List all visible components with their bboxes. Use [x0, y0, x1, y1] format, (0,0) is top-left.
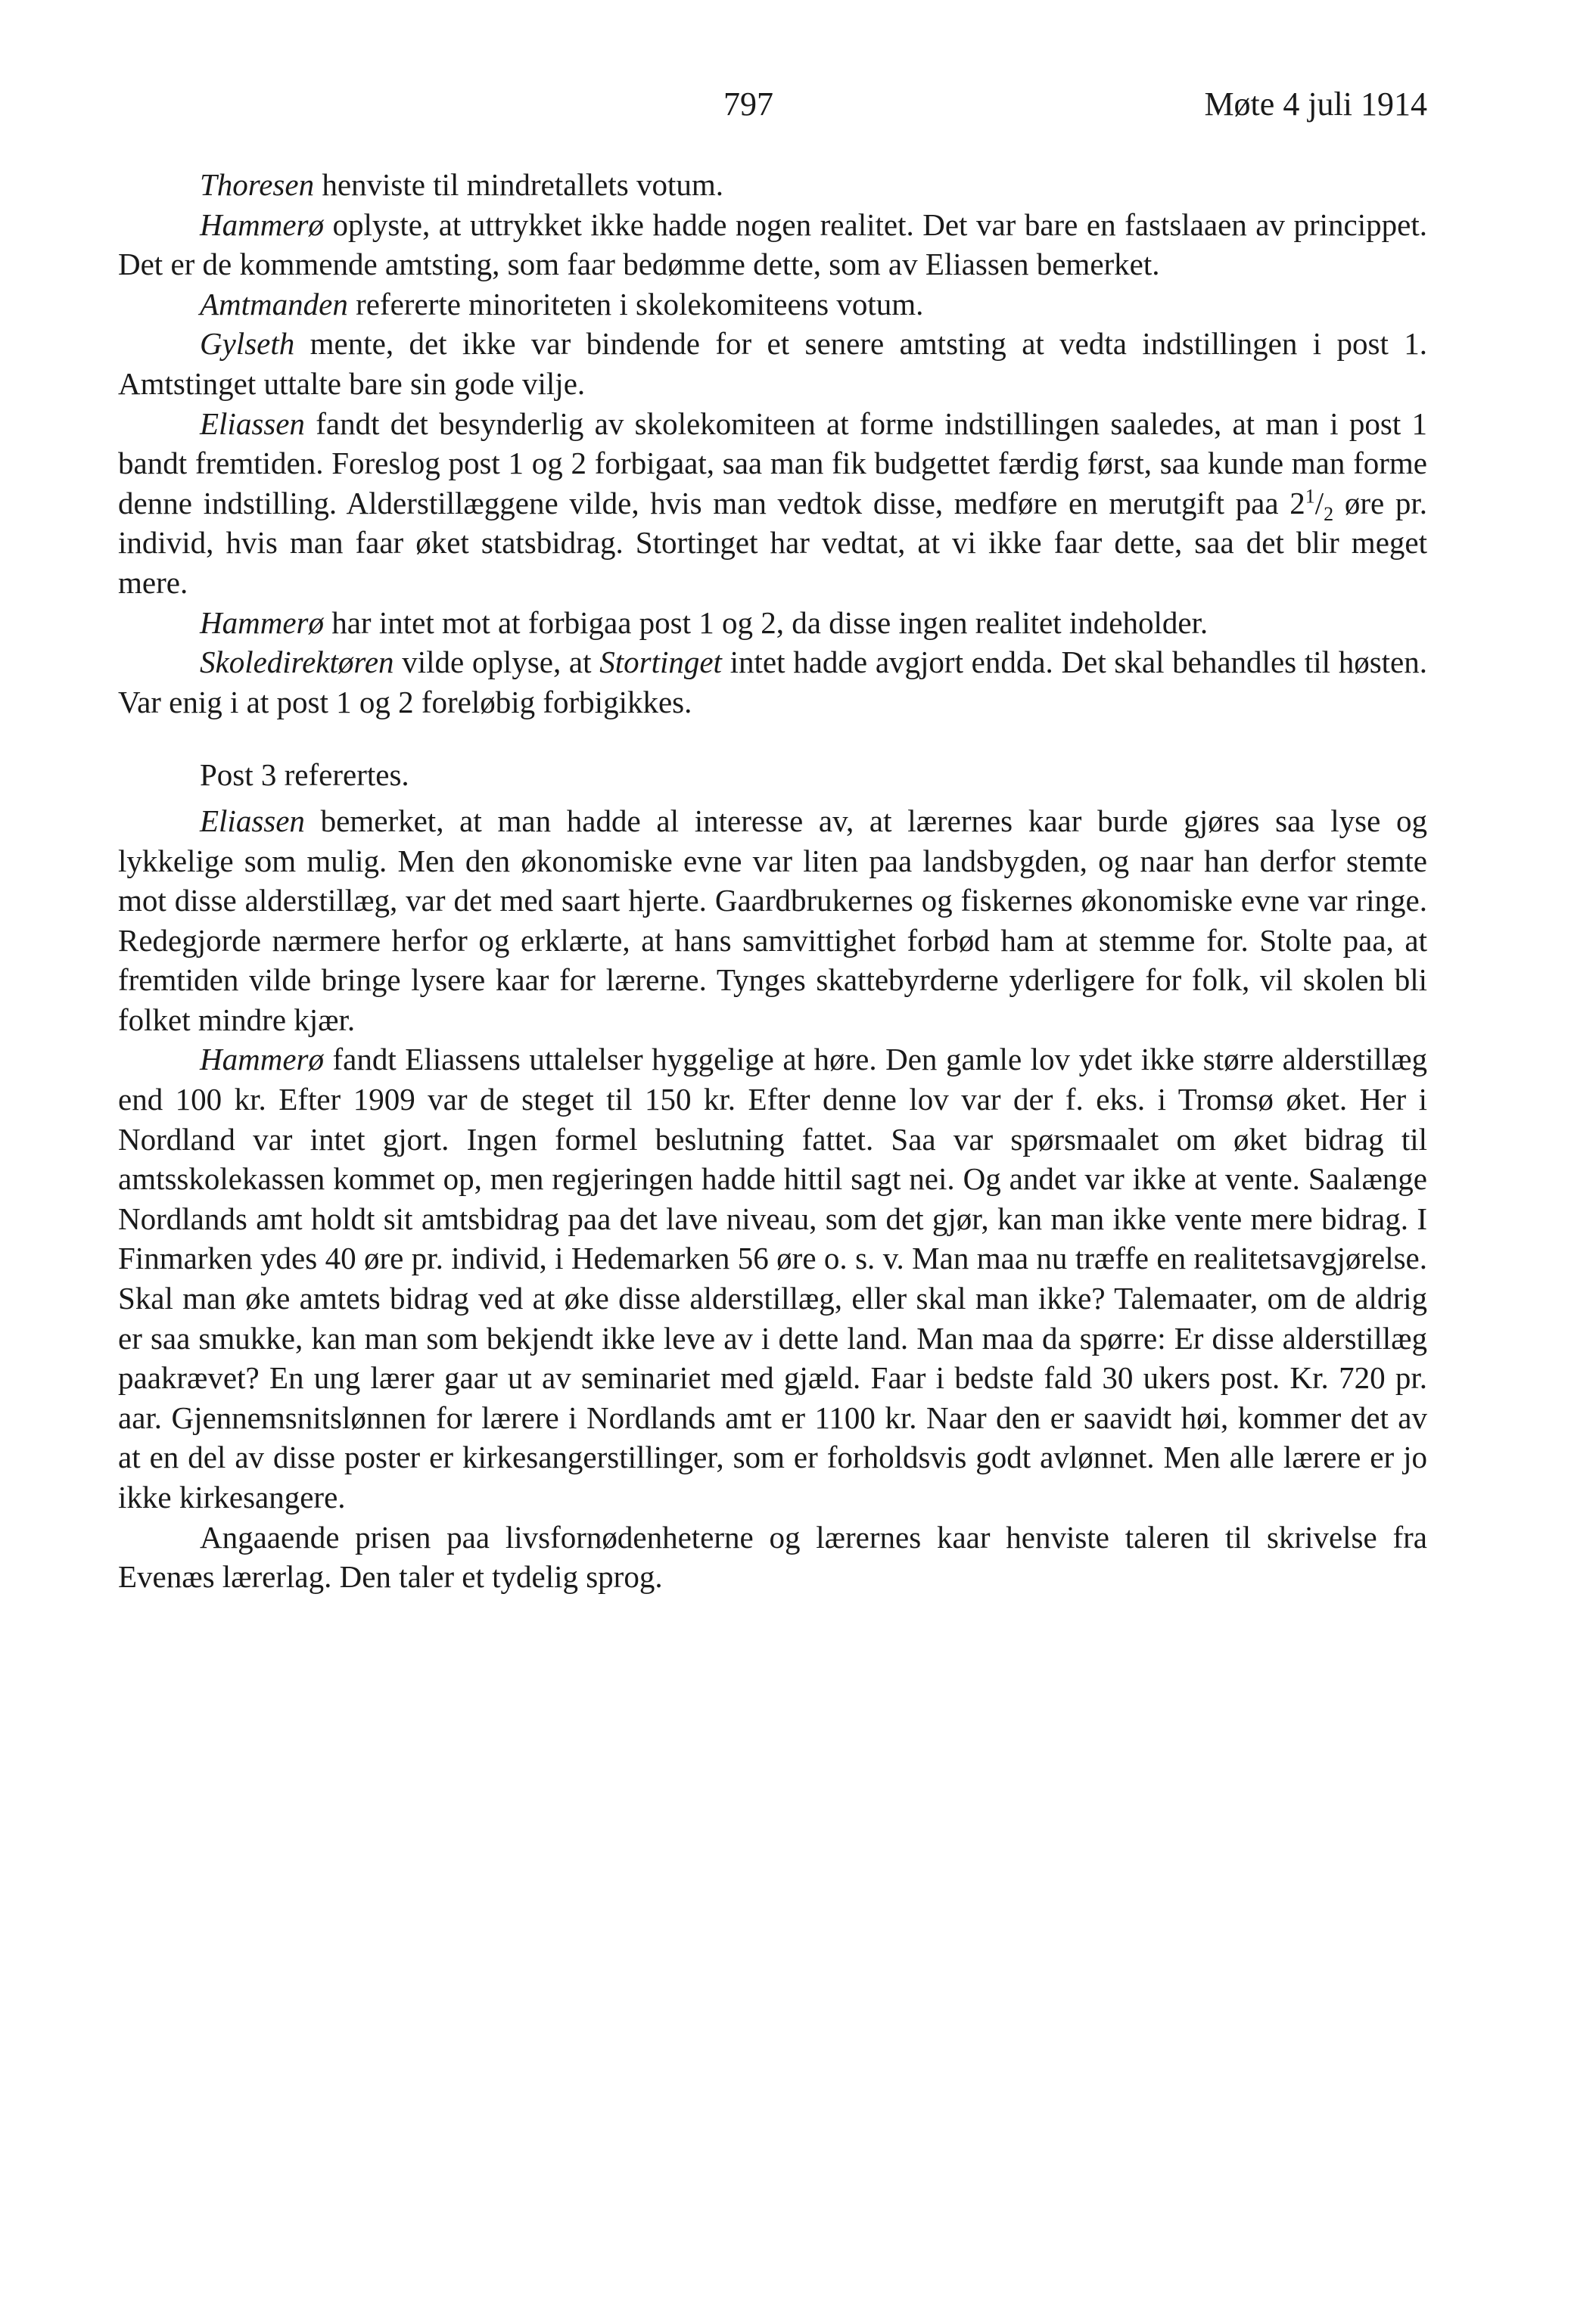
paragraph-text: øre pr. individ, hvis man faar øket statsbidrag. Stortinget har vedtat, at vi ikke faar dette, saa det blir meget mere. — [118, 485, 1427, 600]
section-gap — [118, 795, 1427, 801]
paragraph-text: Angaaende prisen paa livsfornødenheterne og lærernes kaar henviste taleren til skrivelse fra Evenæs lærerlag. Den taler et tydelig sprog. — [118, 1519, 1427, 1595]
paragraph-text: Post 3 referertes. — [200, 757, 409, 793]
speaker-name: Hammerø — [200, 1042, 324, 1077]
speaker-name: Hammerø — [200, 207, 324, 242]
paragraph-text: fandt Eliassens uttalelser hyggelige at høre. Den gamle lov ydet ikke større alderstillæg end 100 kr. Efter 1909 var de steget til 150 kr. Efter denne lov var der f. eks. i Tromsø øket. Her i Nordland var intet gjort. Ingen formel beslutning fattet. Saa var spørsmaalet om øket bidrag til amtsskolekassen kommet op, men regjeringen hadde hittil sagt nei. Og andet var ikke at vente. Saalænge Nordlands amt holdt sit amtsbidrag paa det lave niveau, som det gjør, kan man ikke vente mere bidrag. I Finmarken ydes 40 øre pr. individ, i Hedemarken 56 øre o. s. v. Man maa nu træffe en realitetsavgjørelse. Skal man øke amtets bidrag ved at øke disse alderstillæg, eller skal man ikke? Talemaater, om de aldrig er saa smukke, kan man som bekjendt ikke leve av i dette land. Man maa da spørre: Er disse alderstillæg paakrævet? En ung lærer gaar ut av seminariet med gjæld. Faar i bedste fald 30 ukers post. Kr. 720 pr. aar. Gjennemsnitslønnen for lærere i Nordlands amt er 1100 kr. Naar den er saavidt høi, kommer det av at en del av disse poster er kirkesangerstillinger, som er forholdsvis godt avlønnet. Men alle lærere er jo ikke kirkesangere. — [118, 1042, 1427, 1515]
paragraph-hammero-1 — [118, 205, 1427, 284]
speaker-name: Gylseth — [200, 326, 295, 362]
fraction-denominator: 2 — [1324, 502, 1334, 525]
paragraph-text: vilde oplyse, at — [394, 645, 600, 680]
speaker-name: Skoledirektøren — [200, 645, 394, 680]
paragraph-text: fandt det besynderlig av skolekomiteen at forme indstillingen saaledes, at man i post 1 bandt fremtiden. Foreslog post 1 og 2 forbigaat, saa man fik budgettet færdig først, saa kunde man forme denne indstilling. Alderstillæggene vilde, hvis man vedtok disse, medføre en merutgift paa 2 — [118, 405, 1427, 520]
speaker-name: Amtmanden — [200, 286, 348, 322]
paragraph-text: refererte minoriteten i skolekomiteens votum. — [347, 286, 924, 322]
paragraph-hammero-3 — [118, 1039, 1427, 1517]
page-number: 797 — [723, 85, 773, 123]
paragraph-text: intet hadde avgjort endda. Det skal behandles til høsten. Var enig i at post 1 og 2 foreløbig forbigikkes. — [118, 645, 1427, 719]
paragraph-eliassen-2 — [118, 801, 1427, 1040]
speaker-name: Thoresen — [200, 167, 315, 202]
paragraph-text: bemerket, at man hadde al interesse av, at lærernes kaar burde gjøres saa lyse og lykkelige som mulig. Men den økonomiske evne var liten paa landsbygden, og naar han derfor stemte mot disse alderstillæg, var det med saart hjerte. Gaardbrukernes og fiskernes økonomiske evne var ringe. Redegjorde nærmere herfor og erklærte, at hans samvittighet forbød ham at stemme for. Stolte paa, at fremtiden vilde bringe lysere kaar for lærerne. Tynges skattebyrderne yderligere for folk, vil skolen bli folket mindre kjær. — [118, 803, 1427, 1037]
speaker-name: Eliassen — [200, 803, 305, 838]
fraction-numerator: 1 — [1305, 485, 1315, 508]
running-head: Møte 4 juli 1914 — [1204, 85, 1427, 123]
paragraph-text: mente, det ikke var bindende for et senere amtsting at vedta indstillingen i post 1. Amtstinget uttalte bare sin gode vilje. — [118, 326, 1427, 401]
speaker-name: Hammerø — [200, 604, 324, 640]
body-text — [118, 165, 1427, 1597]
paragraph-text: har intet mot at forbigaa post 1 og 2, da disse ingen realitet indeholder. — [323, 604, 1209, 640]
paragraph-hammero-2 — [118, 603, 1427, 643]
paragraph-angaaende — [118, 1518, 1427, 1597]
paragraph-eliassen-1: Eliassen fandt det besynderlig av skolekomiteen at forme indstillingen saaledes, at man i post 1 bandt fremtiden. Foreslog post 1 og 2 forbigaat, saa man fik budgettet færdig først, saa kunde man forme denne indstilling. Alderstillæggene vilde, hvis man vedtok disse, medføre en merutgift paa $2^1/_2$ øre pr. individ, hvis man faar øket statsbidrag. Stortinget har vedtat, at vi ikke faar dette, saa det blir meget mere. — [118, 405, 1427, 600]
paragraph-skoledirektoren — [118, 642, 1427, 722]
speaker-name: Eliassen — [200, 405, 305, 441]
paragraph-post-3 — [118, 755, 1427, 795]
section-gap — [118, 722, 1427, 755]
paragraph-text: henviste til mindretallets votum. — [314, 167, 723, 202]
paragraph-gylseth — [118, 324, 1427, 403]
paragraph-thoresen — [118, 165, 1427, 205]
paragraph-amtmanden — [118, 284, 1427, 325]
page-header — [118, 85, 1427, 130]
paragraph-text: oplyste, at uttrykket ikke hadde nogen realitet. Det var bare en fastslaaen av princippet. Det er de kommende amtsting, som faar bedømme dette, som av Eliassen bemerket. — [118, 207, 1427, 282]
institution-name: Stortinget — [599, 645, 722, 680]
